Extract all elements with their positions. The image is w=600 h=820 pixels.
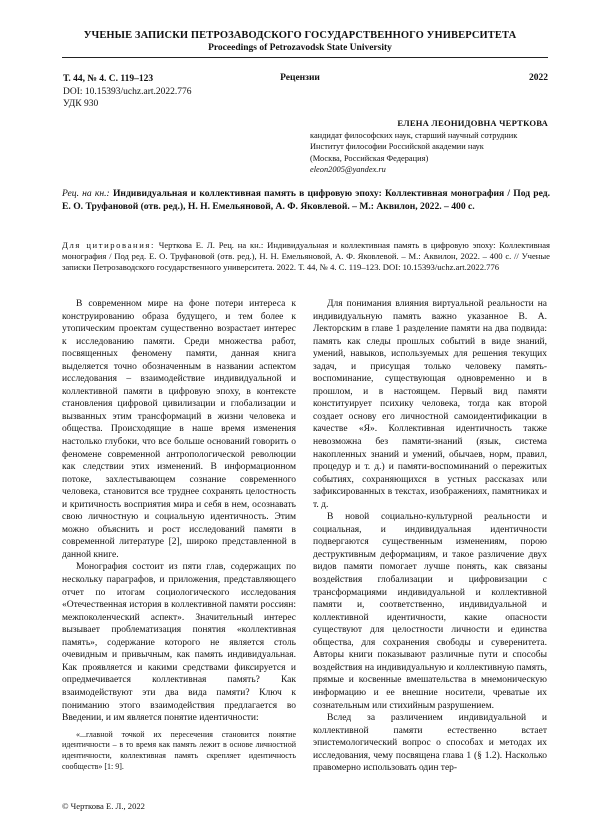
review-lead: Рец. на кн.: [62,188,110,199]
paragraph: Для понимания влияния виртуальной реальности на индивидуальную память важно указанное В. А. Лекторским в главе 1 разделение памяти на два подвида: память как следы прошлых событий в виде знаний, умений, навыков, используемых для решения текущих задач, и присущая только человеку память-воспоминание, существующая одновременно и в прошлом, и в настоящем. Первый вид памяти конституирует психику человека, тогда как второй создает основу его личностной самоидентификации в качестве «Я». Коллективная идентичность также невозможна без памяти-знаний (язык, система накопленных знаний и умений, обычаев, норм, правил, процедур и т. д.) и памяти-воспоминаний о пережитых событиях, сохраняющихся в устных рассказах или зафиксированных в текстах, изображениях, памятниках и т. д. [313,299,547,510]
review-reference [62,187,550,213]
paragraph: Вслед за различением индивидуальной и коллективной памяти естественно встает эпистемологический вопрос о способах и методах их исследования, чему посвящена глава 1 (§ 1.2). Насколько правомерно использовать один тер- [313,713,547,774]
volume-pages: Т. 44, № 4. С. 119–123 [63,74,154,84]
affiliation-line: (Москва, Российская Федерация) [310,153,429,163]
section-label: Рецензии [280,73,320,83]
body-column-right [313,298,547,775]
journal-title: УЧЕНЫЕ ЗАПИСКИ ПЕТРОЗАВОДСКОГО ГОСУДАРСТВЕННОГО УНИВЕРСИТЕТА [83,30,517,41]
citation [62,240,550,274]
review-title: Индивидуальная и коллективная память в цифровую эпоху: Коллективная монография / Под ред. Е. О. Труфановой (отв. ред.), Н. Н. Емельяновой, А. Ф. Яковлевой. – М.: Аквилон, 2022. – 400 с. [62,188,550,212]
header-divider [62,57,548,58]
affiliation-line: Институт философии Российской академии наук [310,142,484,152]
year: 2022 [529,73,548,83]
body-column-left [62,298,296,773]
author-affiliation [310,130,517,176]
block-quote: «...главной точкой их пересечения становится понятие идентичности – в то время как память лежит в основе личностной идентичности, коллективная память скрепляет идентичность сообществ» [1: 9]. [62,729,296,771]
paragraph: Монография состоит из пяти глав, содержащих по нескольку параграфов, и приложения, представляющего отчет по итогам социологического исследования «Отечественная история в коллективной памяти россиян: межпоколенческий аспект». Значительный интерес вызывает проблематизация понятия «коллективная память», содержание которого не является столь очевидным и привычным, как память индивидуальная. Как проявляется и какими средствами фиксируется и опредмечивается коллективная память? Как взаимодействуют эти два вида памяти? Ключ к пониманию этого взаимодействия предлагается во Введении, и им является понятие идентичности: [62,562,296,724]
doi[interactable]: DOI: 10.15393/uchz.art.2022.776 [63,86,192,97]
affiliation-line: кандидат философских наук, старший научный сотрудник [310,131,518,140]
author-name: ЕЛЕНА ЛЕОНИДОВНА ЧЕРТКОВА [397,118,548,128]
citation-label: Для цитирования: [62,240,155,250]
paragraph: В современном мире на фоне потери интереса к конструированию образа будущего, и тем более к утопическим проектам существенно возрастает интерес к исследованию памяти. Среди множества работ, посвященных феномену памяти, данная книга выделяется точно обозначенным в названии аспектом исследования – взаимодействие индивидуальной и коллективной памяти в цифровую эпоху, в контексте становления цифровой цивилизации и глобализации и вызванных этим трансформаций в жизни человека и общества. Происходящие в наше время изменения настолько глубоки, что все больше оснований говорить о феномене современной антропологической революции как следствии этих изменений. В информационном потоке, захлестывающем сознание современного человека, становится все труднее сохранять целостность и критичность восприятия мира и себя в нем, осознавать свою личностную и социальную идентичность. Этим можно объяснить и рост исследований памяти в современной литературе [2], широко представленной в данной книге. [62,299,296,560]
citation-text: Черткова Е. Л. Рец. на кн.: Индивидуальная и коллективная память в цифровую эпоху: Коллективная монография / Под ред. Е. О. Труфановой (отв. ред.), Н. Н. Емельяновой, А. Ф. Яковлевой. – М.: Аквилон, 2022. – 400 с. // Ученые записки Петрозаводского государственного университета. 2022. Т. 44, № 4. С. 119–123. DOI: 10.15393/uchz.art.2022.776 [62,240,551,273]
paragraph: В новой социально-культурной реальности и социальная, и индивидуальная идентичности подвергаются существенным изменениям, порою деструктивным деформациям, и такое различение двух видов памяти помогает лучше понять, как связаны воздействия глобализации и цифровизации с трансформациями индивидуальной и коллективной памяти и, соответственно, индивидуальной и коллективной идентичности, какие опасности существуют для целостности личности и единства общества, для сохранения свободы и суверенитета. Авторы книги показывают различные пути и способы воздействия на индивидуальную и коллективную память, прямые и косвенные вмешательства в мнемоническую информацию и ее внешние носители, чреватые их сознательным или стихийным разрушением. [313,512,547,711]
udk: УДК 930 [63,99,99,109]
copyright: © Черткова Е. Л., 2022 [62,801,145,811]
journal-subtitle: Proceedings of Petrozavodsk State University [208,43,392,53]
author-email[interactable]: eleon2005@yandex.ru [310,165,386,175]
